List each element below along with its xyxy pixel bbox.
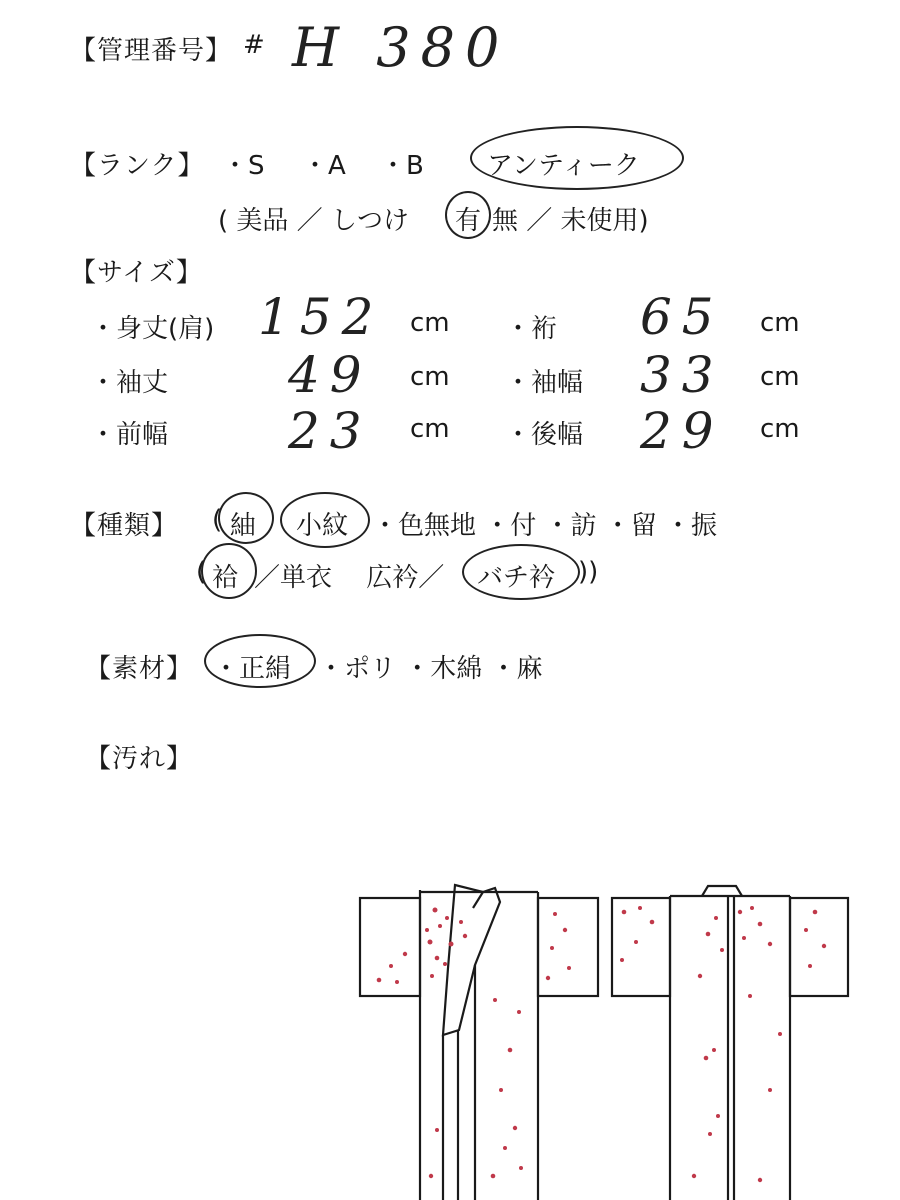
size-sleeve-length-unit: cm	[410, 362, 450, 392]
type-bachieri: バチ衿	[477, 563, 556, 593]
kimono-back-diagram	[610, 880, 860, 1200]
type-bachieri-circle	[462, 544, 580, 600]
type-options-rest: ・色無地 ・付 ・訪 ・留 ・振	[372, 511, 718, 541]
size-length-value: 152	[258, 288, 384, 346]
material-rest: ・ポリ ・木綿 ・麻	[318, 654, 543, 684]
type-line2-paren: (	[196, 557, 207, 587]
size-back-width-unit: cm	[760, 414, 800, 444]
size-sleeve-width-value: 33	[640, 346, 724, 404]
type-tsumugi: 紬	[230, 511, 257, 541]
type-label: 【種類】	[70, 511, 179, 541]
size-sleeve-width-label: ・袖幅	[505, 368, 584, 398]
stains-label: 【汚れ】	[85, 744, 194, 774]
type-line2-close: ))	[578, 557, 599, 587]
management-label: 【管理番号】	[70, 36, 233, 66]
condition-open: ( 美品 ／ しつけ	[218, 206, 409, 236]
size-yuki-unit: cm	[760, 308, 800, 338]
type-awase-circle	[201, 543, 257, 599]
size-length-label: ・身丈(肩)	[90, 314, 215, 344]
rank-option-b: ・B	[380, 151, 424, 181]
type-paren-open: (	[212, 505, 223, 535]
material-silk: ・正絹	[213, 654, 292, 684]
management-number: H 380	[292, 16, 510, 79]
type-line2-mid: ／単衣 広衿／	[254, 563, 445, 593]
type-komon: 小紋	[296, 511, 349, 541]
size-front-width-value: 23	[288, 402, 372, 460]
condition-selected-circle	[445, 191, 491, 239]
size-yuki-label: ・裄	[505, 314, 558, 344]
size-front-width-label: ・前幅	[90, 420, 169, 450]
condition-close: 無 ／ 未使用)	[492, 206, 649, 236]
material-label: 【素材】	[85, 654, 194, 684]
condition-selected: 有	[455, 206, 482, 236]
rank-label: 【ランク】	[70, 151, 205, 181]
type-komon-circle	[280, 492, 370, 548]
size-label: 【サイズ】	[70, 258, 203, 288]
rank-option-a: ・A	[302, 151, 346, 181]
rank-selected: アンティーク	[487, 151, 640, 181]
size-back-width-value: 29	[640, 402, 724, 460]
rank-selected-circle	[470, 126, 684, 190]
material-silk-circle	[204, 634, 316, 688]
size-sleeve-length-label: ・袖丈	[90, 368, 169, 398]
management-hash: #	[243, 30, 266, 60]
rank-option-s: ・S	[222, 151, 265, 181]
size-sleeve-width-unit: cm	[760, 362, 800, 392]
size-front-width-unit: cm	[410, 414, 450, 444]
size-back-width-label: ・後幅	[505, 420, 584, 450]
size-yuki-value: 65	[640, 288, 724, 346]
size-sleeve-length-value: 49	[288, 346, 372, 404]
type-tsumugi-circle	[218, 492, 274, 544]
size-length-unit: cm	[410, 308, 450, 338]
kimono-front-diagram	[355, 880, 605, 1200]
type-awase: 袷	[212, 563, 239, 593]
